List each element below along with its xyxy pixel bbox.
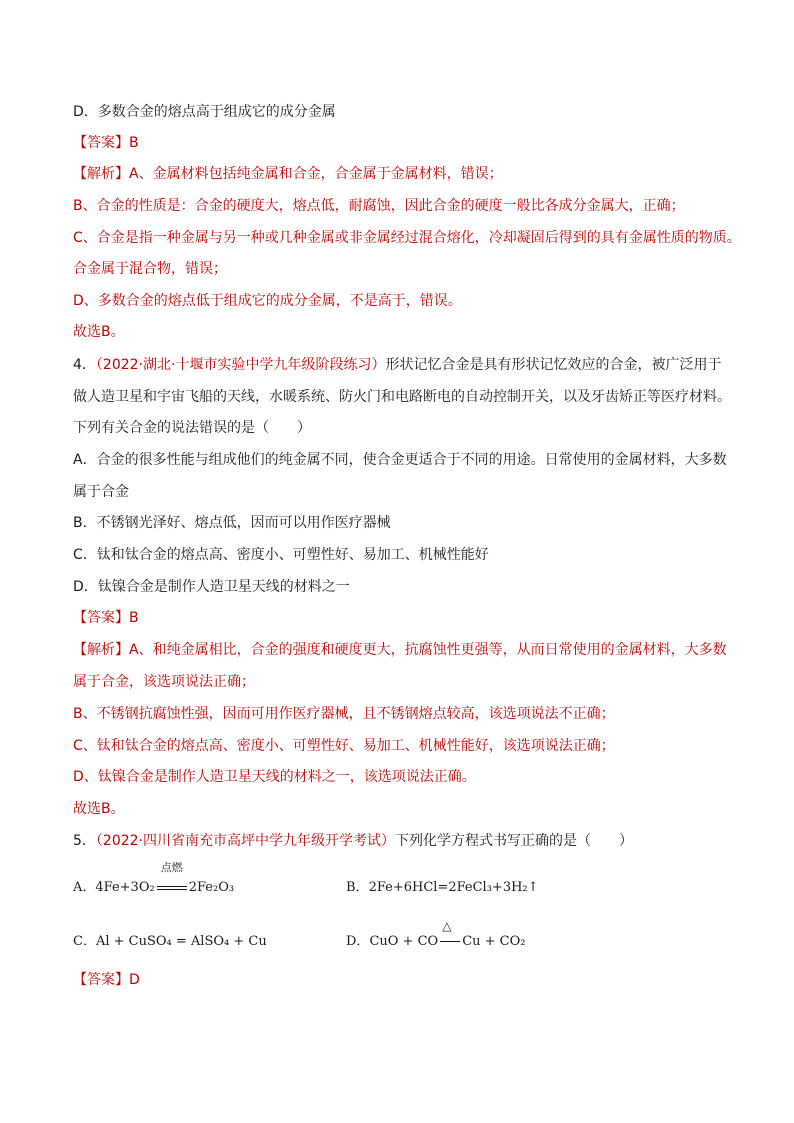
explanation-1-c2: 合金属于混合物，错误； bbox=[73, 261, 227, 277]
explanation-text: A、金属材料包括纯金属和合金，合金属于金属材料，错误； bbox=[129, 166, 503, 182]
option-label: A． bbox=[73, 880, 96, 895]
equation: Al + CuSO₄ = AlSO₄ + Cu bbox=[95, 934, 267, 949]
question-4-line-1 bbox=[73, 355, 721, 375]
explanation-2-a bbox=[73, 640, 727, 660]
explanation-2-b: B、不锈钢抗腐蚀性强，因而可用作医疗器械，且不锈钢熔点较高，该选项说法不正确； bbox=[73, 706, 615, 722]
option-label: D． bbox=[346, 934, 370, 949]
answer-2 bbox=[73, 608, 139, 628]
q3-option-d: D．多数合金的熔点高于组成它的成分金属 bbox=[73, 104, 336, 120]
reaction-bar bbox=[440, 941, 460, 942]
question-5-option-b bbox=[346, 878, 539, 898]
reaction-condition-sign bbox=[155, 861, 189, 898]
question-4-line-3: 下列有关合金的说法错误的是（ ） bbox=[73, 420, 311, 436]
explanation-1-b: B、合金的性质是：合金的硬度大，熔点低，耐腐蚀，因此合金的硬度一般比各成分金属大，正确； bbox=[73, 198, 685, 214]
explanation-1-end: 故选B。 bbox=[73, 324, 125, 340]
question-5-line-1 bbox=[73, 831, 633, 851]
equation-left: CuO + CO bbox=[369, 934, 439, 949]
answer-tag: 【答案】 bbox=[73, 135, 129, 151]
question-number: 4． bbox=[73, 357, 96, 373]
question-4-option-a: A．合金的很多性能与组成他们的纯金属不同，使合金更适合于不同的用途。日常使用的金属材料，大多数 bbox=[73, 452, 727, 468]
question-4-option-b: B．不锈钢光泽好、熔点低，因而可以用作医疗器械 bbox=[73, 515, 391, 531]
equation-right: 2Fe₂O₃ bbox=[188, 880, 235, 895]
explanation-2-c: C、钛和钛合金的熔点高、密度小、可塑性好、易加工、机械性能好，该选项说法正确； bbox=[73, 738, 615, 754]
option-label: B． bbox=[346, 880, 369, 895]
explanation-1-d: D、多数合金的熔点低于组成它的成分金属，不是高于，错误。 bbox=[73, 293, 462, 309]
reaction-condition-sign bbox=[438, 919, 462, 952]
question-5-option-a bbox=[73, 861, 235, 898]
answer-1 bbox=[73, 133, 139, 153]
answer-tag: 【答案】 bbox=[73, 972, 129, 988]
answer-value: B bbox=[129, 610, 139, 626]
option-label: C． bbox=[73, 934, 96, 949]
question-4-option-d: D．钛镍合金是制作人造卫星天线的材料之一 bbox=[73, 579, 350, 595]
equation: 2Fe+6HCl=2FeCl₃+3H₂↑ bbox=[368, 880, 539, 895]
answer-value: B bbox=[129, 135, 139, 151]
explanation-text: A、和纯金属相比，合金的强度和硬度更大，抗腐蚀性更强等，从而日常使用的金属材料，大多数 bbox=[129, 642, 727, 658]
equation-right: Cu + CO₂ bbox=[462, 934, 526, 949]
question-4-line-2: 做人造卫星和宇宙飞船的天线，水暖系统、防火门和电路断电的自动控制开关，以及牙齿矫正等医疗材料。 bbox=[73, 389, 731, 405]
explanation-tag: 【解析】 bbox=[73, 166, 129, 182]
equals-bar bbox=[157, 886, 187, 890]
answer-tag: 【答案】 bbox=[73, 610, 129, 626]
question-source: （2022·湖北·十堰市实验中学九年级阶段练习） bbox=[95, 357, 386, 373]
condition-text: 点燃 bbox=[160, 861, 183, 874]
answer-value: D bbox=[129, 972, 140, 988]
question-5-option-d bbox=[346, 919, 526, 952]
question-4-option-a-cont: 属于合金 bbox=[73, 484, 129, 500]
question-source: （2022·四川省南充市高坪中学九年级开学考试） bbox=[95, 833, 395, 849]
explanation-2-end: 故选B。 bbox=[73, 801, 125, 817]
explanation-1-a bbox=[73, 164, 503, 184]
question-5-option-c bbox=[73, 932, 267, 952]
question-text: 下列化学方程式书写正确的是（ ） bbox=[395, 833, 633, 849]
answer-3 bbox=[73, 970, 140, 990]
question-number: 5． bbox=[73, 833, 96, 849]
explanation-2-a-cont: 属于合金，该选项说法正确； bbox=[73, 674, 255, 690]
heat-triangle-icon: △ bbox=[442, 919, 452, 933]
explanation-1-c: C、合金是指一种金属与另一种或几种金属或非金属经过混合熔化，冷却凝固后得到的具有金属性质的物质。 bbox=[73, 230, 741, 246]
question-text: 形状记忆合金是具有形状记忆效应的合金，被广泛用于 bbox=[385, 357, 722, 373]
explanation-tag: 【解析】 bbox=[73, 642, 129, 658]
explanation-2-d: D、钛镍合金是制作人造卫星天线的材料之一，该选项说法正确。 bbox=[73, 769, 476, 785]
question-4-option-c: C．钛和钛合金的熔点高、密度小、可塑性好、易加工、机械性能好 bbox=[73, 547, 489, 563]
equation-left: 4Fe+3O₂ bbox=[95, 880, 155, 895]
